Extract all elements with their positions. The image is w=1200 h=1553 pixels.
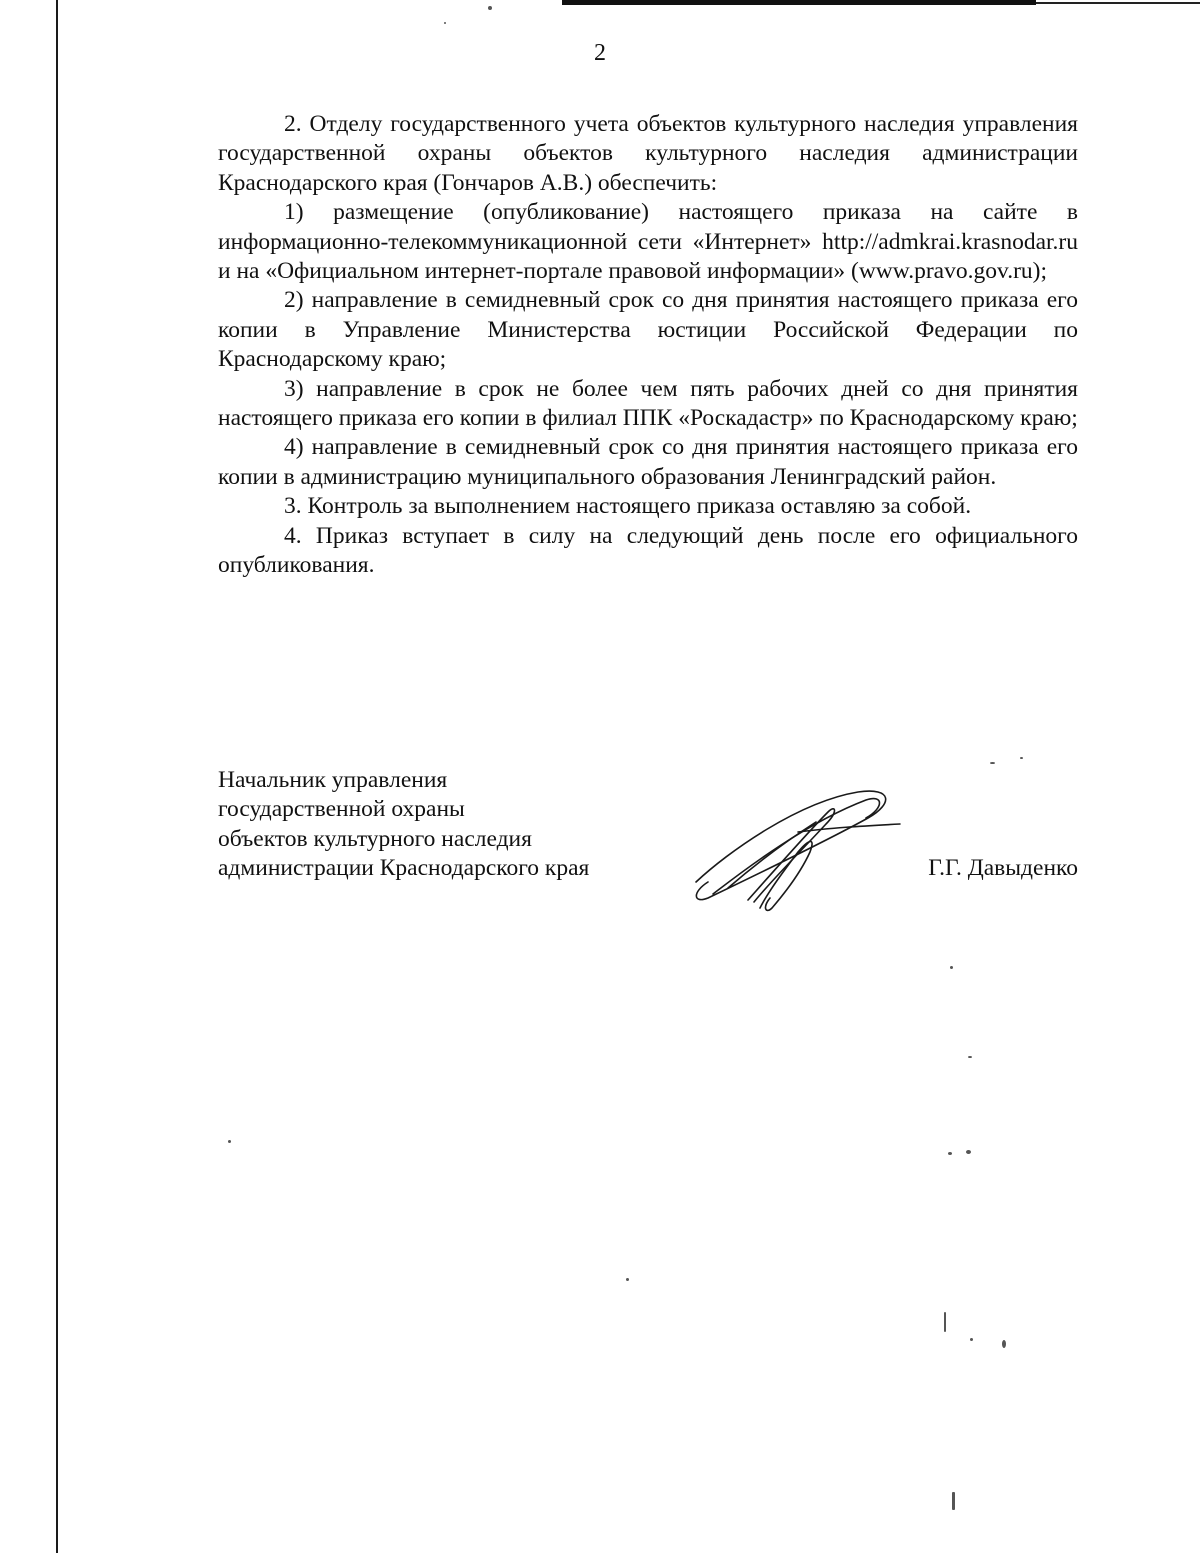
scan-speck (444, 22, 446, 24)
signatory-title-line: государственной охраны (218, 796, 465, 823)
page-number: 2 (594, 40, 606, 66)
scan-speck (990, 762, 995, 764)
scan-left-edge (56, 0, 58, 1553)
signatory-name: Г.Г. Давыденко (928, 855, 1078, 881)
scan-speck (1020, 757, 1023, 759)
paragraph-item-2: 2. Отделу государственного учета объектов культурного наследия управления государственной охраны объектов культурного наследия администрации Краснодарского края (Гончаров А.В.) обеспечить: (218, 111, 1078, 196)
paragraph-item-3: 3. Контроль за выполнением настоящего приказа оставляю за собой. (284, 493, 972, 520)
scan-speck (1002, 1340, 1006, 1348)
scan-speck (950, 966, 953, 969)
signature-block (218, 766, 1078, 884)
signatory-title-line: администрации Краснодарского края (218, 855, 590, 882)
signatory-title-line: объектов культурного наследия (218, 825, 532, 852)
document-body (218, 110, 1078, 581)
scan-speck (228, 1140, 231, 1143)
scan-speck (626, 1278, 629, 1281)
paragraph-subitem-1: 1) размещение (опубликование) настоящего приказа на сайте в информационно-телекоммуникационной сети «Интернет» http://admkrai.krasnodar.ru и на «Официальном интернет-портале правовой информации» (www.pravo.gov.ru); (218, 199, 1078, 285)
scan-speck (968, 1056, 972, 1058)
scan-top-bar (562, 0, 1036, 5)
signatory-title-line: Начальник управления (218, 767, 448, 793)
scan-speck (952, 1492, 955, 1510)
scan-speck (488, 6, 492, 10)
paragraph-subitem-2: 2) направление в семидневный срок со дня принятия настоящего приказа его копии в Управление Министерства юстиции Российской Федерации по Краснодарскому краю; (218, 287, 1078, 373)
scan-speck (948, 1152, 952, 1155)
scan-speck (966, 1150, 971, 1154)
scan-speck (970, 1338, 973, 1341)
scan-speck (944, 1312, 946, 1332)
paragraph-item-4: 4. Приказ вступает в силу на следующий день после его официального опубликования. (218, 522, 1078, 579)
handwritten-signature (688, 782, 903, 912)
scan-top-bar-tail (1036, 2, 1200, 4)
paragraph-subitem-3: 3) направление в срок не более чем пять рабочих дней со дня принятия настоящего приказа его копии в филиал ППК «Роскадастр» по Краснодарскому краю; (218, 375, 1078, 432)
paragraph-subitem-4: 4) направление в семидневный срок со дня принятия настоящего приказа его копии в администрацию муниципального образования Ленинградский район. (218, 434, 1078, 490)
